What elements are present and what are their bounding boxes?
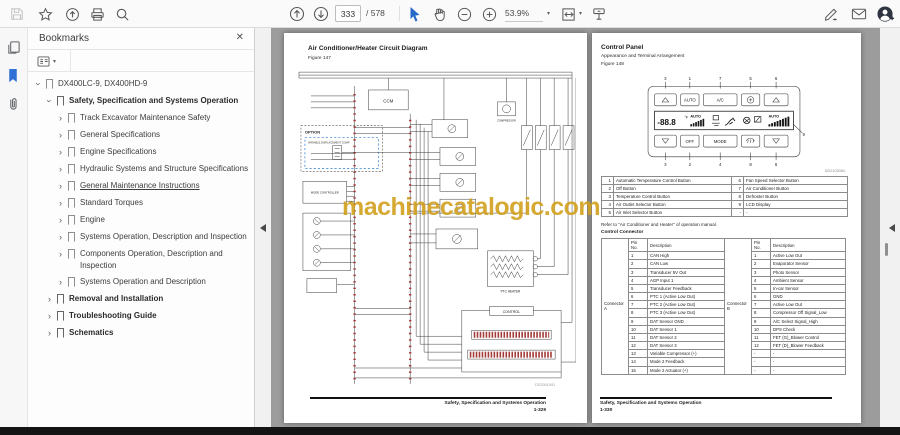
bookmark-item[interactable] — [28, 274, 254, 291]
bookmark-tree — [28, 76, 254, 427]
chevron-collapsed-icon[interactable]: › — [59, 147, 62, 157]
vertical-scrollbar[interactable] — [880, 28, 900, 427]
bookmark-item[interactable] — [28, 93, 254, 110]
pin-description-cell: Evaporator Sensor — [771, 260, 846, 268]
pin-description-cell: Active Low Out — [771, 252, 846, 260]
footer-page-number: 1-329 — [533, 408, 546, 414]
connector-row — [602, 260, 846, 268]
chevron-expanded-icon[interactable]: › — [44, 99, 55, 103]
connector-row — [602, 350, 846, 358]
figure-148-label: Figure 148 — [601, 62, 624, 67]
control-panel-figure — [642, 70, 806, 172]
legend-label-cell: Fan Speed Selector Button — [744, 177, 848, 185]
pin-description-cell: DAT Sensor 3 — [648, 342, 725, 350]
pin-description-cell: - — [771, 358, 846, 366]
legend-number-cell: 7 — [732, 185, 744, 193]
variable-compressor-label: VARIABLE DISPLACEMENT COMP — [307, 141, 350, 145]
lcd-auto-left-label: AUTO — [690, 114, 702, 119]
connector-a-label: Connector A — [602, 239, 629, 375]
connector-row — [602, 325, 846, 333]
chevron-collapsed-icon[interactable]: › — [59, 113, 62, 123]
left-page-strip — [255, 28, 271, 427]
legend-label-cell: LCD Display — [744, 201, 848, 209]
page-total-label: / 578 — [366, 8, 385, 18]
pin-description-cell: DAT Sensor GND — [648, 317, 725, 325]
bookmark-icon — [57, 311, 64, 321]
pin-number-cell: 1 — [752, 252, 771, 260]
document-page-left — [284, 33, 601, 423]
lcd-auto-right-label: AUTO — [768, 114, 780, 119]
pin-description-cell: In-car Sensor — [771, 284, 846, 292]
legend-label-cell: Off Button — [614, 185, 732, 193]
bookmarks-toolbar — [28, 50, 254, 72]
bookmark-icon — [68, 164, 75, 174]
pin-description-cell: DAT Sensor 2 — [648, 333, 725, 341]
share-upload-icon[interactable] — [63, 5, 81, 23]
sign-document-icon[interactable] — [822, 5, 840, 23]
chevron-expanded-icon[interactable]: › — [33, 82, 44, 86]
bookmark-item-label: Engine — [80, 215, 105, 224]
control-connector-table — [601, 238, 846, 375]
legend-number-cell: - — [732, 209, 744, 217]
pin-number-cell: 13 — [629, 350, 648, 358]
email-icon[interactable] — [850, 5, 868, 23]
bookmark-item[interactable] — [28, 76, 254, 93]
bookmark-icon — [68, 147, 75, 157]
pin-number-cell: 5 — [752, 284, 771, 292]
auto-button-label: AUTO — [683, 97, 696, 103]
bookmark-item-label: Systems Operation and Description — [80, 277, 206, 286]
bookmark-icon — [68, 113, 75, 123]
bookmark-item[interactable] — [28, 127, 254, 144]
connector-row — [602, 293, 846, 301]
legend-number-cell: 1 — [602, 177, 614, 185]
pin-number-cell: 7 — [752, 301, 771, 309]
pin-number-cell: 10 — [752, 325, 771, 333]
chevron-collapsed-icon[interactable]: › — [59, 181, 62, 191]
page-number-input[interactable] — [335, 5, 361, 22]
page-thumbnails-icon[interactable] — [6, 40, 22, 56]
bookmark-icon — [57, 328, 64, 338]
pin-description-cell: Transducer Feedback — [648, 284, 725, 292]
legend-number-cell: 9 — [732, 201, 744, 209]
bookmark-icon — [68, 198, 75, 208]
options-caret-icon: ▾ — [53, 58, 57, 65]
lcd-temp-unit: °F — [684, 115, 689, 120]
connector-row — [602, 276, 846, 284]
lcd-temperature-value: -88.8 — [657, 117, 676, 127]
fit-dropdown-caret-icon[interactable]: ▾ — [579, 11, 583, 17]
connector-row — [602, 301, 846, 309]
pin-number-cell: 4 — [629, 276, 648, 284]
chevron-collapsed-icon[interactable]: › — [48, 311, 51, 321]
bookmarks-panel — [28, 28, 255, 427]
bookmark-item[interactable] — [28, 325, 254, 342]
pin-number-cell: 3 — [752, 268, 771, 276]
bookmark-item-label: Components Operation, Description and Inspection — [80, 249, 223, 270]
callout-bottom-1: 3 — [664, 162, 667, 168]
connector-header-row — [602, 239, 846, 252]
option-label: OPTION — [304, 129, 321, 135]
bookmark-item-label: Systems Operation, Description and Inspection — [80, 232, 247, 241]
figure-147-label: Figure 147 — [308, 56, 331, 61]
connector-b-label: Connector B — [725, 239, 752, 375]
legend-label-cell: - — [744, 209, 848, 217]
bookmark-icon — [68, 130, 75, 140]
bookmark-icon — [68, 181, 75, 191]
pin-header-b: Pin No. — [752, 239, 771, 252]
chevron-collapsed-icon[interactable]: › — [59, 198, 62, 208]
presentation-mode-icon[interactable] — [590, 5, 608, 23]
pin-description-cell: PTC 2 (Active Low Out) — [648, 301, 725, 309]
bookmark-icon — [57, 294, 64, 304]
hand-tool-icon[interactable] — [430, 5, 448, 23]
bookmark-item[interactable] — [28, 291, 254, 308]
chevron-collapsed-icon[interactable]: › — [59, 249, 62, 259]
legend-label-cell: Automatic Temperature Control Button — [614, 177, 732, 185]
bookmark-item-label: Standard Torques — [80, 198, 144, 207]
document-area — [255, 28, 900, 427]
pin-number-cell: 11 — [629, 333, 648, 341]
connector-row — [602, 358, 846, 366]
pin-number-cell: - — [752, 358, 771, 366]
bookmark-options-button[interactable] — [37, 54, 63, 68]
pin-description-cell: Photo Sensor — [771, 268, 846, 276]
figure-code: DD2103084 — [824, 169, 845, 173]
bookmark-item[interactable] — [28, 195, 254, 212]
search-icon[interactable] — [113, 5, 131, 23]
ptc-heater-label: PTC HEATER — [500, 289, 521, 294]
pin-description-cell: Active Low Out — [771, 301, 846, 309]
pin-number-cell: 7 — [629, 301, 648, 309]
connector-row — [602, 309, 846, 317]
bookmark-item-label: DX400LC-9, DX400HD-9 — [58, 79, 148, 88]
bookmark-item[interactable] — [28, 178, 254, 195]
mode-button-label: MODE — [713, 138, 727, 144]
bottom-bar — [0, 427, 900, 435]
bookmark-item-label: Troubleshooting Guide — [69, 311, 157, 320]
compressor-label: COMPRESSOR — [497, 119, 516, 123]
star-favorites-icon[interactable] — [36, 5, 54, 23]
pin-number-cell: 4 — [752, 276, 771, 284]
pin-description-cell: Transducer 5V Out — [648, 268, 725, 276]
footer-section-name: Safety, Specification and Systems Operation — [600, 401, 702, 406]
attachments-paperclip-icon[interactable] — [6, 96, 22, 112]
pin-description-cell: GND — [771, 293, 846, 301]
connector-row — [602, 342, 846, 350]
pin-description-cell: PTC 1 (Active Low Out) — [648, 293, 725, 301]
pin-header-a: Pin No. — [629, 239, 648, 252]
bookmarks-panel-title: Bookmarks — [39, 33, 90, 44]
legend-label-cell: Air Outlet Selector Button — [614, 201, 732, 209]
connector-row — [602, 252, 846, 260]
pin-number-cell: 2 — [752, 260, 771, 268]
ccm-label: CCM — [383, 98, 394, 104]
pin-description-cell: FET (D)_Blower Feedback — [771, 342, 846, 350]
zoom-level-value[interactable]: 53.9% — [505, 8, 530, 18]
legend-number-cell: 5 — [602, 209, 614, 217]
callout-top-2: 1 — [688, 75, 692, 81]
legend-row — [602, 209, 848, 217]
pin-description-cell: CAN Low — [648, 260, 725, 268]
zoom-dropdown-caret-icon[interactable]: ▾ — [547, 11, 551, 17]
bookmark-icon — [46, 79, 53, 89]
pin-number-cell: 3 — [629, 268, 648, 276]
zoom-underline — [505, 21, 543, 22]
legend-number-cell: 8 — [732, 193, 744, 201]
chevron-collapsed-icon[interactable]: › — [59, 232, 62, 242]
callout-bottom-2: 2 — [688, 162, 692, 168]
refer-note: Refer to "Air Conditioner and Heater" of operation manual. — [601, 222, 718, 227]
bookmark-item[interactable] — [28, 144, 254, 161]
chevron-collapsed-icon[interactable]: › — [59, 277, 62, 287]
desc-header-a: Description — [648, 239, 725, 252]
bookmark-item-label: Track Excavator Maintenance Safety — [80, 113, 211, 122]
legend-label-cell: Temperature Control Button — [614, 193, 732, 201]
pin-number-cell: 1 — [629, 252, 648, 260]
legend-row — [602, 177, 848, 185]
pin-number-cell: 10 — [629, 325, 648, 333]
bookmark-item-label: Safety, Specification and Systems Operation — [69, 96, 239, 105]
footer-rule — [310, 397, 546, 399]
toolbar-separator — [70, 50, 71, 72]
legend-row — [602, 193, 848, 201]
bookmark-item[interactable] — [28, 246, 254, 274]
pin-description-cell: Ambient Sensor — [771, 276, 846, 284]
button-legend-table — [601, 176, 848, 217]
collapse-left-arrow-icon[interactable] — [260, 224, 266, 232]
pin-description-cell: DAT Sensor 1 — [648, 325, 725, 333]
off-button-label: OFF — [685, 138, 695, 144]
pin-number-cell: - — [752, 366, 771, 374]
pin-description-cell: AGP Input 1 — [648, 276, 725, 284]
bookmark-item[interactable] — [28, 110, 254, 127]
pin-description-cell: Variable Compressor (+) — [648, 350, 725, 358]
callout-top-1: 3 — [664, 75, 667, 81]
pin-description-cell: DPS Check — [771, 325, 846, 333]
pin-description-cell: PTC 3 (Active Low Out) — [648, 309, 725, 317]
diagram-code: DD2001091 — [535, 382, 556, 387]
legend-label-cell: Defroster Button — [744, 193, 848, 201]
next-page-button[interactable] — [312, 5, 330, 23]
bookmark-item-label: Hydraulic Systems and Structure Specifications — [80, 164, 249, 173]
callout-top-4: 5 — [749, 75, 752, 81]
legend-number-cell: 6 — [732, 177, 744, 185]
callout-lcd: 9 — [802, 132, 805, 138]
page-footer-right — [600, 400, 701, 414]
chevron-collapsed-icon[interactable]: › — [48, 294, 51, 304]
zoom-out-button[interactable] — [455, 5, 473, 23]
legend-label-cell: Air Inlet Selector Button — [614, 209, 732, 217]
control-connector-heading: Control Connector — [601, 230, 644, 235]
legend-row — [602, 185, 848, 193]
control-panel-title: Control Panel — [601, 44, 644, 51]
legend-row — [602, 201, 848, 209]
callout-top-3: 7 — [718, 75, 722, 81]
pin-number-cell: 6 — [629, 293, 648, 301]
legend-number-cell: 4 — [602, 201, 614, 209]
bookmark-item-label: Schematics — [69, 328, 114, 337]
bookmark-item[interactable] — [28, 229, 254, 246]
pin-number-cell: 12 — [629, 342, 648, 350]
bookmark-icon — [57, 96, 64, 106]
pin-number-cell: 8 — [629, 309, 648, 317]
pin-number-cell: 9 — [752, 317, 771, 325]
pin-description-cell: Compressor Off Signal_Low — [771, 309, 846, 317]
pin-number-cell: 15 — [629, 366, 648, 374]
pin-number-cell: 2 — [629, 260, 648, 268]
bookmark-item[interactable] — [28, 212, 254, 229]
bookmark-item-label: General Specifications — [80, 130, 161, 139]
bookmark-icon — [68, 232, 75, 242]
pin-number-cell: 12 — [752, 342, 771, 350]
pin-description-cell: - — [771, 366, 846, 374]
callout-bottom-3: 4 — [718, 162, 722, 168]
fit-page-icon[interactable] — [560, 5, 578, 23]
pin-number-cell: 8 — [752, 309, 771, 317]
pin-description-cell: FET (G)_Blower Control — [771, 333, 846, 341]
footer-section-name: Safety, Specification and Systems Operation — [444, 401, 546, 406]
bookmark-icon — [68, 215, 75, 225]
legend-number-cell: 2 — [602, 185, 614, 193]
connector-row — [602, 366, 846, 374]
collapse-right-arrow-icon[interactable] — [889, 224, 895, 232]
print-icon[interactable] — [88, 5, 106, 23]
chevron-collapsed-icon[interactable]: › — [59, 164, 62, 174]
pin-description-cell: - — [771, 350, 846, 358]
legend-label-cell: Air Conditioner Button — [744, 185, 848, 193]
footer-rule — [600, 397, 832, 399]
mode-controller-label: MODE CONTROLLER — [310, 190, 339, 195]
bookmark-item-label: General Maintenance Instructions — [80, 181, 200, 190]
save-icon[interactable] — [8, 5, 26, 23]
connector-row — [602, 317, 846, 325]
bookmark-item-label: Engine Specifications — [80, 147, 157, 156]
toolbar — [0, 0, 900, 28]
bookmark-item[interactable] — [28, 308, 254, 325]
connector-row — [602, 333, 846, 341]
account-icon[interactable] — [876, 5, 894, 23]
connector-row — [602, 284, 846, 292]
footer-page-number: 1-330 — [600, 408, 613, 414]
circuit-diagram-title: Air Conditioner/Heater Circuit Diagram — [308, 45, 428, 52]
page-footer-left — [310, 400, 546, 414]
callout-bottom-5: 6 — [774, 162, 778, 168]
control-label: CONTROL — [502, 309, 521, 314]
pin-description-cell: CAN High — [648, 252, 725, 260]
previous-page-button[interactable] — [288, 5, 306, 23]
pin-description-cell: A/C Select Signal_High — [771, 317, 846, 325]
toolbar-divider — [399, 6, 400, 21]
ac-heater-circuit-diagram — [295, 64, 576, 390]
bookmarks-panel-header — [28, 28, 254, 50]
bookmark-icon — [68, 249, 75, 259]
close-panel-icon[interactable]: ✕ — [235, 32, 244, 43]
desc-header-b: Description — [771, 239, 846, 252]
pin-number-cell: - — [752, 350, 771, 358]
ac-button-label: A/C — [716, 97, 724, 103]
callout-top-5: 6 — [774, 75, 778, 81]
legend-number-cell: 3 — [602, 193, 614, 201]
bookmark-item-label: Removal and Installation — [69, 294, 164, 303]
select-cursor-tool-icon[interactable] — [406, 5, 424, 23]
chevron-collapsed-icon[interactable]: › — [48, 328, 51, 338]
bookmark-icon — [68, 277, 75, 287]
bookmark-item[interactable] — [28, 161, 254, 178]
scrollbar-thumb[interactable] — [885, 243, 888, 256]
pin-number-cell: 5 — [629, 284, 648, 292]
pin-number-cell: 6 — [752, 293, 771, 301]
control-panel-subtitle: Appearance and Terminal Arrangement — [601, 54, 685, 59]
watermark-text: machinecatalogic.com — [342, 193, 601, 221]
connector-row — [602, 268, 846, 276]
pin-number-cell: 14 — [629, 358, 648, 366]
chevron-collapsed-icon[interactable]: › — [59, 130, 62, 140]
navigation-icon-strip — [0, 28, 28, 427]
bookmarks-panel-icon[interactable] — [6, 68, 22, 84]
document-page-right — [592, 33, 861, 423]
callout-bottom-4: 8 — [749, 162, 752, 168]
pin-description-cell: Mode 2 Actuator (+) — [648, 366, 725, 374]
pin-description-cell: Mode 2 Feedback — [648, 358, 725, 366]
zoom-in-button[interactable] — [480, 5, 498, 23]
chevron-collapsed-icon[interactable]: › — [59, 215, 62, 225]
pin-number-cell: 11 — [752, 333, 771, 341]
pin-number-cell: 9 — [629, 317, 648, 325]
